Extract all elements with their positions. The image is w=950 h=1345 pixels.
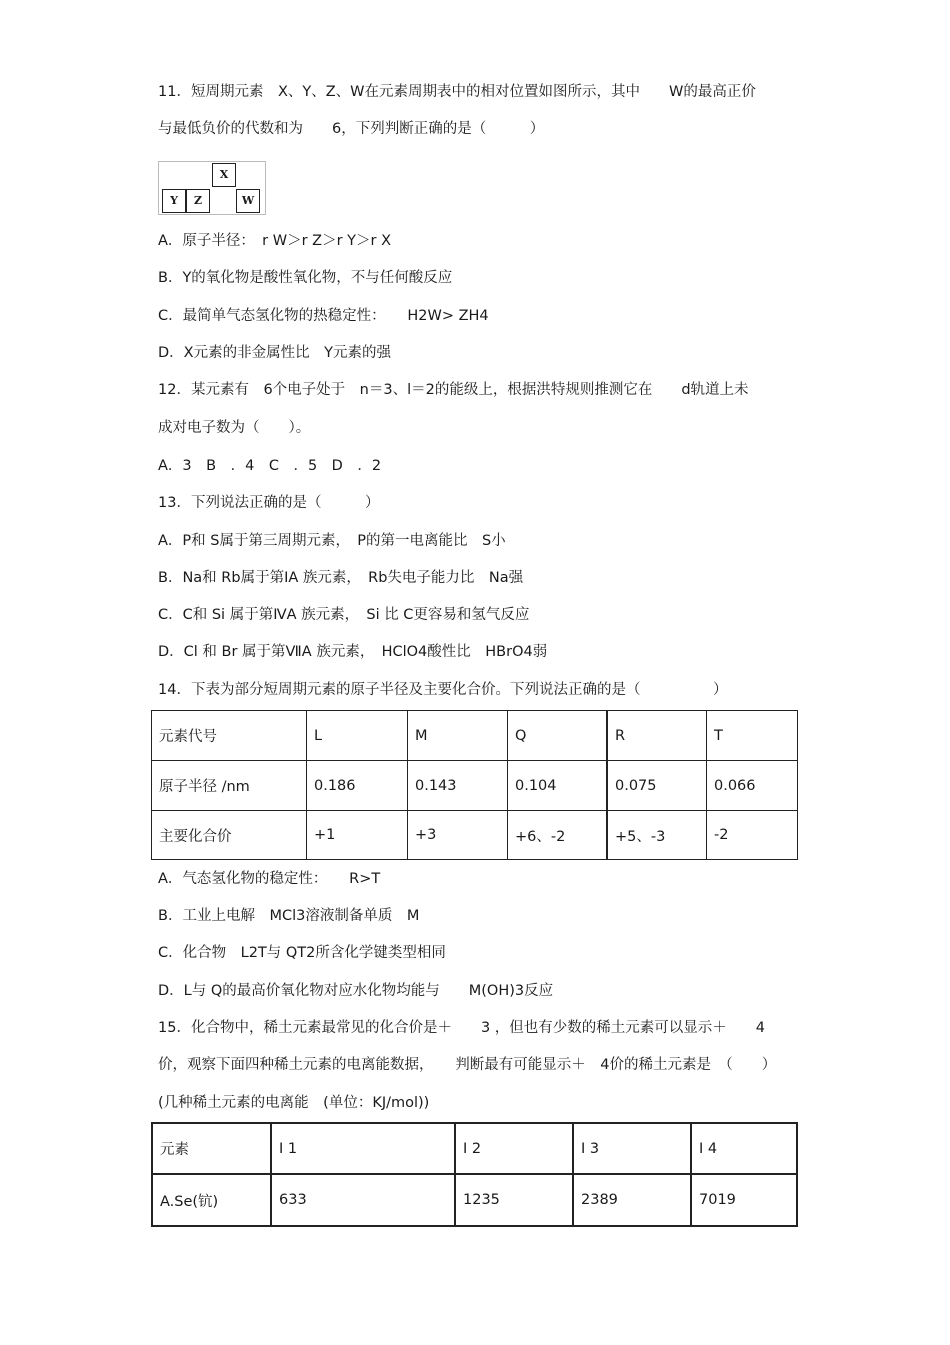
table-cell: 0.104 (508, 761, 608, 811)
table-cell: 0.143 (408, 761, 508, 811)
q12-options: A．3 B ．4 C ．5 D ．2 (158, 458, 382, 474)
figure-cell-y: Y (162, 189, 186, 213)
table-row (152, 1123, 797, 1174)
q14-stem: 14．下表为部分短周期元素的原子半径及主要化合价。下列说法正确的是（ ） (158, 682, 728, 698)
table-row (152, 1174, 797, 1226)
table-cell: +5、-3 (607, 811, 707, 860)
q13-option-b: B．Na和 Rb属于第ⅠA 族元素， Rb失电子能力比 Na强 (158, 570, 524, 586)
figure-cell-z: Z (186, 189, 210, 213)
table-cell: Q (508, 711, 608, 761)
q13-option-c: C．C和 Si 属于第ⅣA 族元素， Si 比 C更容易和氢气反应 (158, 607, 530, 623)
table-row (152, 761, 798, 811)
table-cell: +6、-2 (508, 811, 608, 860)
q11-stem-line2: 与最低负价的代数和为 6，下列判断正确的是（ ） (158, 121, 545, 137)
q15-stem-line2: 价，观察下面四种稀土元素的电离能数据， 判断最有可能显示＋ 4价的稀土元素是 （ ） (158, 1057, 777, 1073)
q14-option-c: C．化合物 L2T与 QT2所含化学键类型相同 (158, 945, 446, 961)
figure-cell-w: W (236, 189, 260, 213)
table-cell: 主要化合价 (152, 811, 307, 860)
table-cell: 0.066 (707, 761, 798, 811)
q12-stem-line1: 12．某元素有 6个电子处于 n＝3、l＝2的能级上，根据洪特规则推测它在 d轨道上未 (158, 382, 749, 398)
q11-option-b: B．Y的氧化物是酸性氧化物，不与任何酸反应 (158, 270, 453, 286)
table-cell: 633 (271, 1174, 455, 1226)
table-cell: I 2 (455, 1123, 573, 1174)
table-row (152, 711, 798, 761)
table-cell: 元素 (152, 1123, 271, 1174)
table-cell: 7019 (691, 1174, 797, 1226)
table-cell: A.Se(钪) (152, 1174, 271, 1226)
q13-option-d: D．Cl 和 Br 属于第ⅦA 族元素， HClO4酸性比 HBrO4弱 (158, 644, 548, 660)
table-cell: I 1 (271, 1123, 455, 1174)
ionization-table (151, 1122, 798, 1227)
table-cell: 2389 (573, 1174, 691, 1226)
table-cell: +1 (307, 811, 408, 860)
q14-option-d: D．L与 Q的最高价氧化物对应水化物均能与 M(OH)3反应 (158, 983, 554, 999)
table-cell: M (408, 711, 508, 761)
table-row (152, 811, 798, 860)
q13-option-a: A．P和 S属于第三周期元素， P的第一电离能比 S小 (158, 533, 506, 549)
table-cell: T (707, 711, 798, 761)
table-cell: I 3 (573, 1123, 691, 1174)
table-cell: 1235 (455, 1174, 573, 1226)
q14-option-a: A．气态氢化物的稳定性： R>T (158, 871, 381, 887)
q15-stem-line1: 15．化合物中，稀土元素最常见的化合价是＋ 3 ，但也有少数的稀土元素可以显示＋ 4 (158, 1020, 766, 1036)
table-cell: +3 (408, 811, 508, 860)
table-cell: -2 (707, 811, 798, 860)
table-cell: 0.075 (607, 761, 707, 811)
q12-stem-line2: 成对电子数为（ ）。 (158, 420, 311, 436)
q14-option-b: B．工业上电解 MCl3溶液制备单质 M (158, 908, 420, 924)
figure-cell-x: X (212, 163, 236, 187)
q11-option-c: C．最简单气态氢化物的热稳定性： H2W> ZH4 (158, 308, 489, 324)
q11-option-d: D．X元素的非金属性比 Y元素的强 (158, 345, 391, 361)
q13-stem: 13．下列说法正确的是（ ） (158, 495, 380, 511)
q15-note: (几种稀土元素的电离能 (单位：KJ/mol)) (158, 1095, 430, 1111)
q11-option-a: A．原子半径： r W＞r Z＞r Y＞r X (158, 233, 392, 249)
table-cell: 元素代号 (152, 711, 307, 761)
q11-stem-line1: 11．短周期元素 X、Y、Z、W在元素周期表中的相对位置如图所示，其中 W的最高正价 (158, 84, 756, 100)
table-cell: 0.186 (307, 761, 408, 811)
table-cell: L (307, 711, 408, 761)
periodic-position-figure (158, 161, 266, 215)
table-cell: R (607, 711, 707, 761)
table-cell: 原子半径 /nm (152, 761, 307, 811)
element-table (151, 710, 798, 860)
table-cell: I 4 (691, 1123, 797, 1174)
